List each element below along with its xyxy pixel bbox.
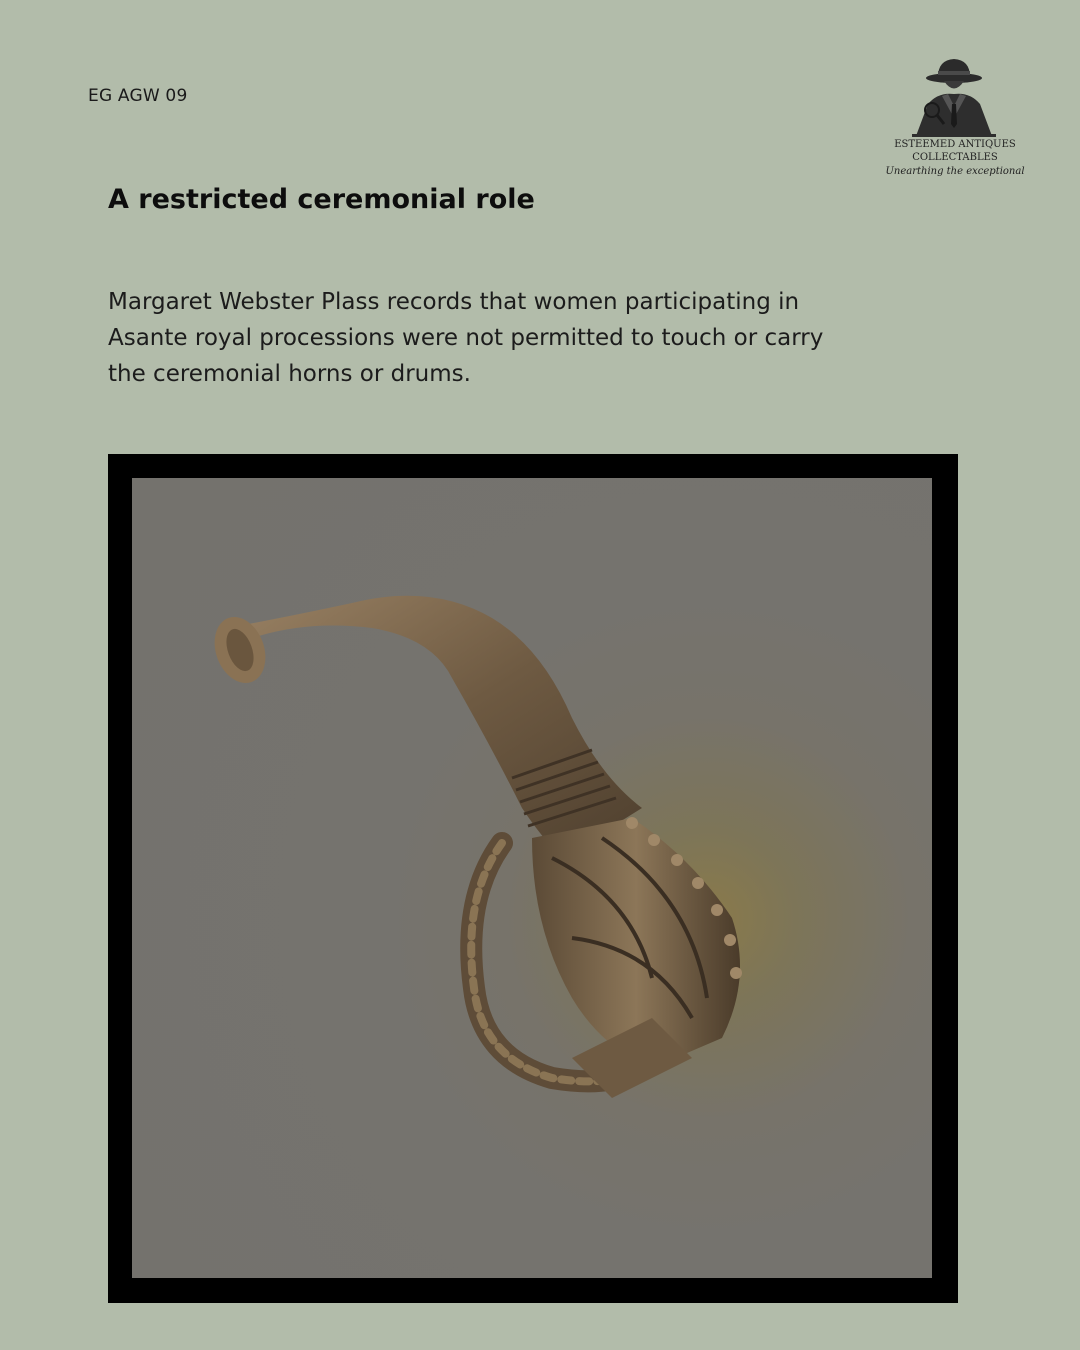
brand-tagline: Unearthing the exceptional (885, 166, 1025, 177)
detective-figure-icon (904, 54, 1006, 138)
section-title: A restricted ceremonial role (108, 184, 535, 215)
horn-body (227, 596, 642, 858)
brand-logo (884, 54, 1026, 182)
brand-name-line2: COLLECTABLES (912, 152, 998, 163)
photo-frame (108, 454, 958, 1303)
body-paragraph: Margaret Webster Plass records that women participating in Asante royal processions were not permitted to touch or carry the ceremonial horns or drums. (108, 289, 824, 387)
artifact-photo (132, 478, 932, 1278)
bronze-horn-illustration (132, 478, 932, 1278)
brand-name-line1: ESTEEMED ANTIQUES (894, 139, 1016, 150)
item-code: EG AGW 09 (88, 86, 188, 106)
